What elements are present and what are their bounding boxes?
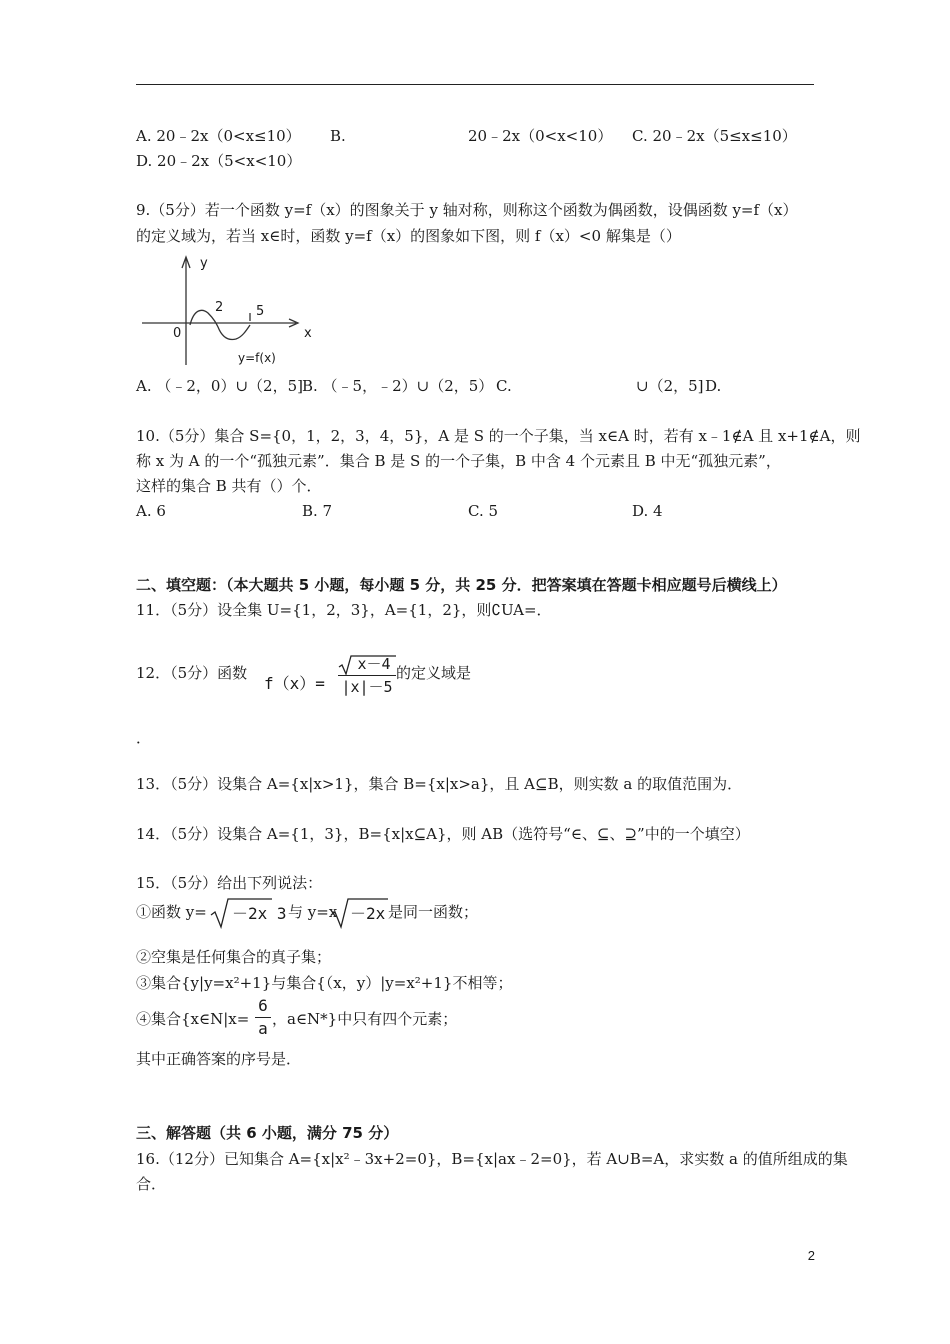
section-2-heading: 二、填空题：（本大题共 5 小题，每小题 5 分，共 25 分．把答案填在答题卡相应题号后横线上） xyxy=(136,576,787,594)
graph-curve-label: y=f(x) xyxy=(238,351,276,365)
q8-option-b: B. xyxy=(330,127,346,145)
header-rule xyxy=(136,84,814,85)
q9-option-a: A. （﹣2，0）∪（2，5] xyxy=(136,377,303,395)
q15-item-1-suffix: 是同一函数； xyxy=(388,903,479,921)
q9-line-2: 的定义域为，若当 x∈时，函数 y=f（x）的图象如下图，则 f（x）<0 解集是（） xyxy=(136,227,681,245)
q15-item-4-denominator: a xyxy=(258,1019,268,1038)
q13-text: 13．（5分）设集合 A={x|x>1}，集合 B={x|x>a}，且 A⊆B，则实数 a 的取值范围为． xyxy=(136,775,743,793)
q15-item-4-numerator: 6 xyxy=(258,996,268,1015)
q9-option-c-text: ∪（2，5] xyxy=(636,377,704,395)
graph-origin-label: 0 xyxy=(173,326,182,341)
q16-line-1: 16.（12分）已知集合 A={x|x²﹣3x+2=0}，B={x|ax﹣2=0}，若 A∪B=A，求实数 a 的值所组成的集 xyxy=(136,1150,848,1168)
q15-item-4-fraction-bar xyxy=(255,1017,271,1018)
q10-option-b: B. 7 xyxy=(302,502,333,520)
q15-radical-2 xyxy=(330,897,390,929)
q9-option-b: B. （﹣5，﹣2）∪（2，5） xyxy=(302,377,494,395)
q15-radical-1 xyxy=(210,897,288,929)
q12-fraction xyxy=(338,654,396,697)
q15-radical-1-text: －2x 3 xyxy=(232,904,287,923)
q15-item-4-suffix: ，a∈N*}中只有四个元素； xyxy=(272,1010,458,1028)
q10-line-1: 10.（5分）集合 S={0，1，2，3，4，5}，A 是 S 的一个子集，当 x∈A 时，若有 x﹣1∉A 且 x+1∉A，则 xyxy=(136,427,861,445)
q14-text: 14．（5分）设集合 A={1，3}，B={x|x⊆A}，则 AB（选符号“∈、⊆、⊇”中的一个填空） xyxy=(136,825,750,843)
q8-option-d: D. 20﹣2x（5<x<10） xyxy=(136,152,302,170)
q15-item-3: ③集合{y|y=x²+1}与集合{（x，y）|y=x²+1}不相等； xyxy=(136,974,513,992)
graph-tick-5: 5 xyxy=(256,304,265,319)
q15-radical-2-text: －2x xyxy=(350,904,386,923)
q10-line-3: 这样的集合 B 共有（）个． xyxy=(136,477,322,495)
q15-item-4-prefix: ④集合{x∈N|x= xyxy=(136,1010,250,1028)
q16-line-2: 合． xyxy=(136,1175,167,1193)
q10-option-a: A. 6 xyxy=(136,502,166,520)
q9-option-d: D. xyxy=(705,377,722,395)
q10-option-c: C. 5 xyxy=(468,502,499,520)
q15-item-2: ②空集是任何集合的真子集； xyxy=(136,948,332,966)
q12-end-dot: ． xyxy=(136,729,152,747)
q15-item-1-mid: 与 y=x xyxy=(288,903,338,921)
q8-option-b-text: 20﹣2x（0<x<10） xyxy=(468,127,613,145)
q11-text: 11．（5分）设全集 U={1，2，3}，A={1，2}，则∁UA=． xyxy=(136,601,552,619)
q15-item-1-prefix: ①函数 y= xyxy=(136,903,207,921)
q12-numerator xyxy=(338,654,396,674)
q12-numerator-text: x－4 xyxy=(357,655,391,673)
q9-option-c: C. xyxy=(496,377,512,395)
q12-func-name: f（x）= xyxy=(264,674,325,693)
q12-prefix: 12．（5分）函数 xyxy=(136,664,248,682)
graph-x-label: x xyxy=(304,326,312,341)
graph-y-label: y xyxy=(200,256,208,271)
q15-footer: 其中正确答案的序号是． xyxy=(136,1050,302,1068)
q15-item-4-fraction xyxy=(255,996,271,1039)
q10-option-d: D. 4 xyxy=(632,502,663,520)
section-3-heading: 三、解答题（共 6 小题，满分 75 分） xyxy=(136,1124,399,1142)
q12-denominator: |x|－5 xyxy=(341,678,393,696)
q8-option-a: A. 20﹣2x（0<x≤10） xyxy=(136,127,301,145)
q12-suffix: 的定义域是 xyxy=(396,664,472,682)
q15-head: 15．（5分）给出下列说法： xyxy=(136,874,323,892)
q9-function-graph xyxy=(136,253,316,369)
q8-option-c: C. 20﹣2x（5≤x≤10） xyxy=(632,127,797,145)
graph-tick-2: 2 xyxy=(215,300,224,315)
page-number: 2 xyxy=(807,1248,815,1263)
q10-line-2: 称 x 为 A 的一个“孤独元素”．集合 B 是 S 的一个子集，B 中含 4 个元素且 B 中无“孤独元素”， xyxy=(136,452,781,470)
q9-line-1: 9.（5分）若一个函数 y=f（x）的图象关于 y 轴对称，则称这个函数为偶函数，设偶函数 y=f（x） xyxy=(136,201,798,219)
